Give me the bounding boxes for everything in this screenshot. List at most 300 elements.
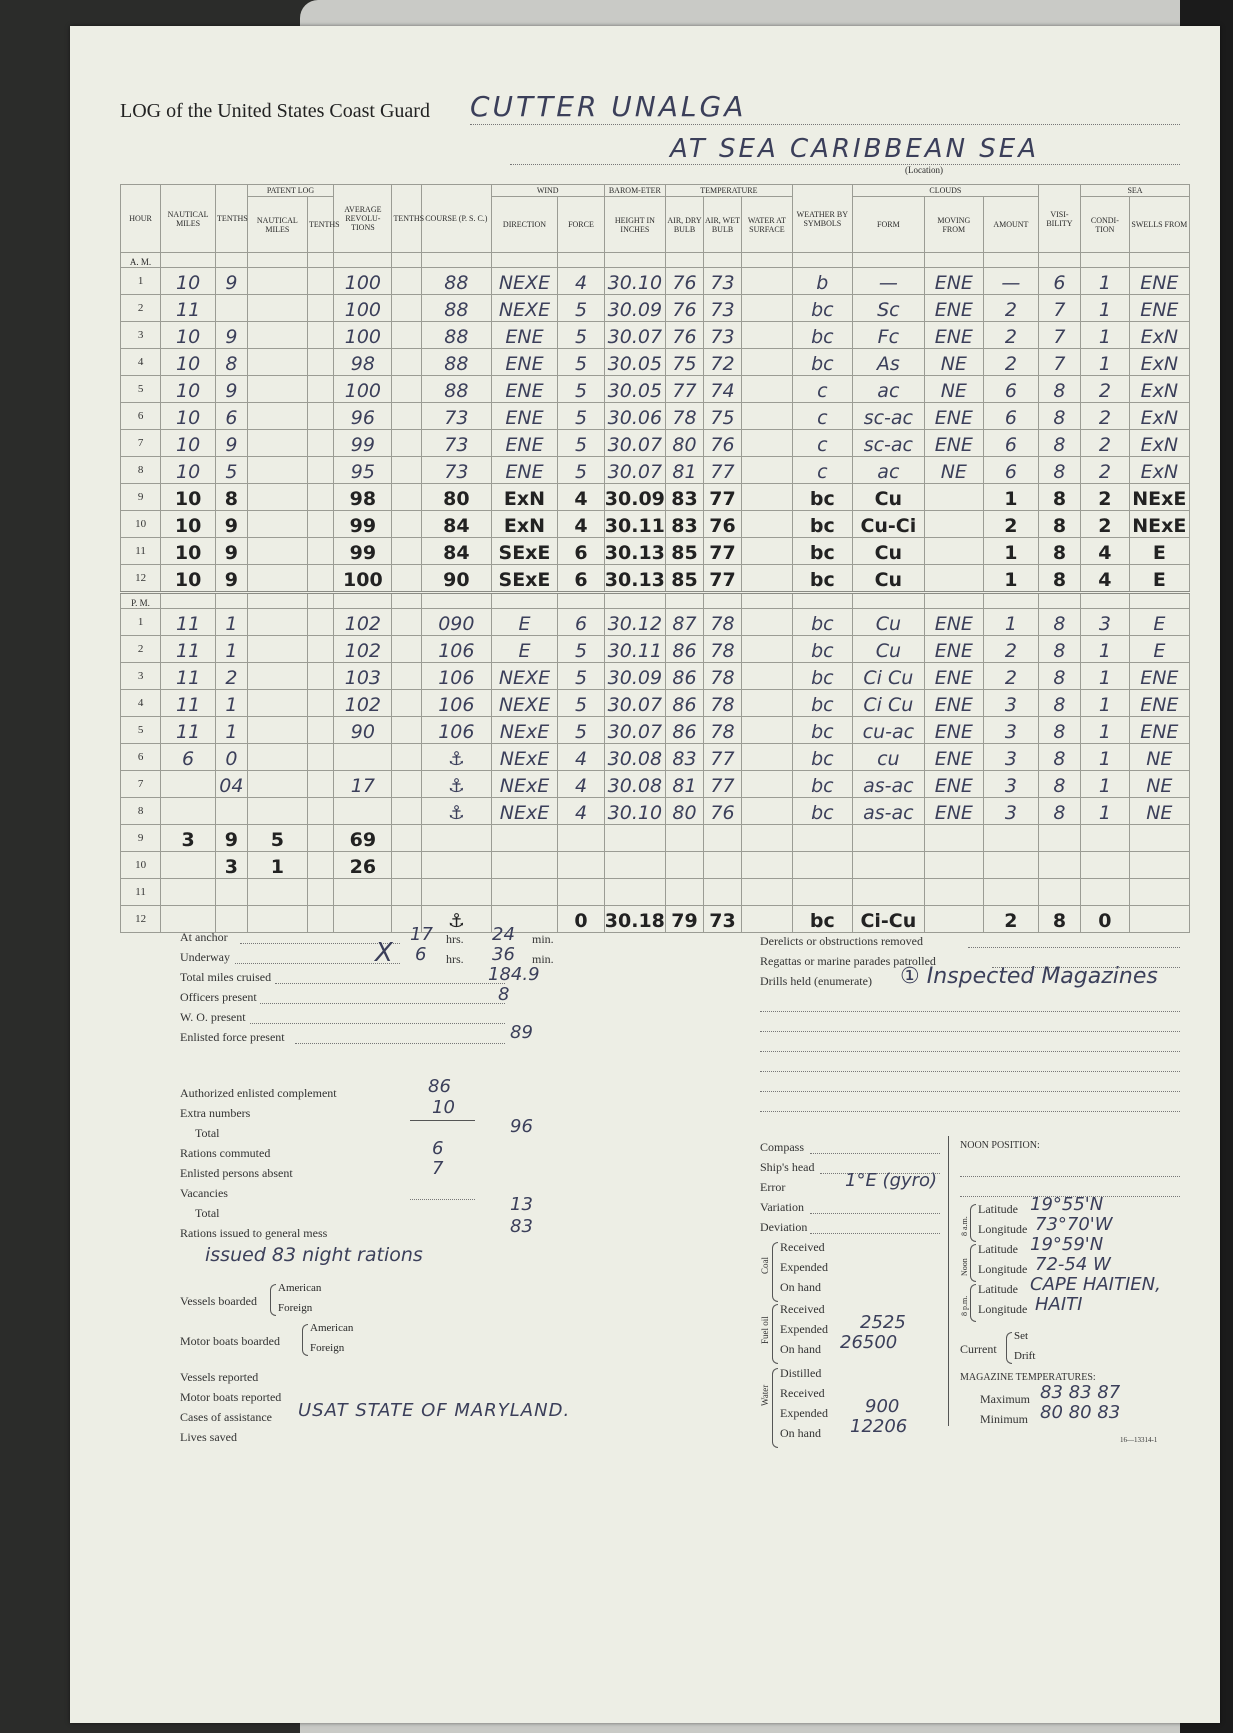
log-cell: 10 (161, 565, 216, 593)
log-cell: E (491, 636, 558, 663)
table-row (121, 295, 1190, 322)
empty-cell (558, 593, 604, 609)
col-wind-force: FORCE (558, 197, 604, 253)
log-cell: 4 (558, 771, 604, 798)
log-cell (742, 457, 793, 484)
log-cell: 76 (704, 511, 742, 538)
log-cell: 102 (334, 690, 392, 717)
log-cell (307, 771, 333, 798)
log-cell: bc (792, 295, 852, 322)
log-cell (307, 268, 333, 295)
log-cell: NE (1129, 771, 1189, 798)
rule (968, 947, 1180, 948)
log-cell: 8 (1038, 771, 1080, 798)
log-cell: NEXE (491, 663, 558, 690)
log-cell: 4 (1081, 538, 1130, 565)
log-cell: 4 (558, 511, 604, 538)
cases-value: USAT STATE OF MARYLAND. (298, 1400, 571, 1421)
log-cell (392, 457, 422, 484)
hour-cell: 7 (121, 771, 161, 798)
log-cell: ExN (1129, 349, 1189, 376)
log-cell (665, 825, 703, 852)
log-cell: 6 (216, 403, 248, 430)
log-cell (216, 295, 248, 322)
log-cell: NE (924, 349, 983, 376)
brace (270, 1284, 276, 1316)
log-cell (247, 403, 307, 430)
regattas-label: Regattas or marine parades patrolled (760, 954, 936, 968)
log-cell: 30.12 (604, 609, 665, 636)
log-cell: ENE (924, 403, 983, 430)
empty-cell (665, 593, 703, 609)
group-wind: WIND (491, 185, 604, 197)
log-cell (307, 565, 333, 593)
log-cell: 8 (1038, 690, 1080, 717)
compass-label: Compass (760, 1140, 805, 1154)
empty-cell (1038, 593, 1080, 609)
log-cell: 3 (161, 825, 216, 852)
log-cell: SExE (491, 538, 558, 565)
log-cell: 75 (665, 349, 703, 376)
title-rule (470, 124, 1180, 125)
log-cell: 3 (983, 744, 1038, 771)
log-cell: 88 (422, 268, 492, 295)
hour-cell: 3 (121, 322, 161, 349)
log-cell: ExN (491, 511, 558, 538)
log-cell (247, 636, 307, 663)
log-cell: 2 (1081, 457, 1130, 484)
log-cell: 2 (1081, 403, 1130, 430)
log-cell: 1 (1081, 268, 1130, 295)
log-cell: 6 (558, 609, 604, 636)
log-cell: 77 (704, 538, 742, 565)
log-cell: 2 (1081, 511, 1130, 538)
log-cell: E (491, 609, 558, 636)
log-cell: 77 (704, 744, 742, 771)
log-cell: c (792, 376, 852, 403)
col-sea-condition: CONDI-TION (1081, 197, 1130, 253)
coal-expended-label: Expended (780, 1260, 828, 1274)
log-cell: 80 (665, 798, 703, 825)
log-cell: 4 (558, 268, 604, 295)
log-cell (392, 852, 422, 879)
log-cell (392, 879, 422, 906)
officers-value: 8 (498, 984, 510, 1005)
vessels-boarded-label: Vessels boarded (180, 1294, 257, 1308)
log-cell (247, 565, 307, 593)
log-cell (1081, 825, 1130, 852)
log-cell: Sc (852, 295, 924, 322)
log-cell: bc (792, 484, 852, 511)
log-cell: 6 (983, 403, 1038, 430)
group-sea: SEA (1081, 185, 1190, 197)
log-cell: 6 (983, 376, 1038, 403)
total2-label: Total (195, 1206, 220, 1220)
table-row (121, 906, 1190, 933)
log-cell: 7 (1038, 349, 1080, 376)
log-cell: 2 (983, 663, 1038, 690)
log-cell: ENE (924, 798, 983, 825)
log-cell: ENE (1129, 717, 1189, 744)
table-row (121, 565, 1190, 593)
water-on-hand-value: 12206 (850, 1416, 908, 1437)
log-cell (247, 349, 307, 376)
log-cell: 8 (1038, 636, 1080, 663)
log-cell: 99 (334, 430, 392, 457)
log-cell: ENE (1129, 663, 1189, 690)
log-cell (742, 744, 793, 771)
log-cell: 77 (704, 771, 742, 798)
rations-issued-value: 83 (510, 1216, 533, 1237)
log-cell: 76 (665, 322, 703, 349)
log-cell (742, 322, 793, 349)
current-label: Current (960, 1342, 997, 1356)
log-cell (742, 349, 793, 376)
log-cell (307, 511, 333, 538)
log-cell: 3 (983, 717, 1038, 744)
log-cell (247, 295, 307, 322)
log-cell: 2 (983, 906, 1038, 933)
hour-cell: 8 (121, 457, 161, 484)
log-cell (307, 744, 333, 771)
log-cell: 5 (558, 403, 604, 430)
log-cell: 5 (558, 636, 604, 663)
log-cell: bc (792, 744, 852, 771)
log-cell: 6 (983, 430, 1038, 457)
log-cell (558, 825, 604, 852)
log-cell: 090 (422, 609, 492, 636)
log-cell: 78 (704, 609, 742, 636)
log-cell: Cu (852, 565, 924, 593)
hour-cell: 2 (121, 295, 161, 322)
log-cell: 8 (216, 349, 248, 376)
hour-cell: 10 (121, 511, 161, 538)
page-title: LOG of the United States Coast Guard (120, 100, 430, 122)
hour-cell: 3 (121, 663, 161, 690)
log-cell: 75 (704, 403, 742, 430)
log-cell: 86 (665, 717, 703, 744)
log-cell: 30.09 (604, 484, 665, 511)
log-cell (307, 636, 333, 663)
log-cell: NExE (1129, 484, 1189, 511)
log-cell (604, 879, 665, 906)
log-cell: 76 (704, 430, 742, 457)
brace-2 (970, 1284, 976, 1322)
log-cell: ac (852, 457, 924, 484)
table-row (121, 798, 1190, 825)
hour-cell: 9 (121, 484, 161, 511)
log-cell (307, 322, 333, 349)
table-row (121, 690, 1190, 717)
log-cell: 3 (1081, 609, 1130, 636)
log-cell: 86 (665, 690, 703, 717)
col-wind-direction: DIRECTION (491, 197, 558, 253)
log-cell: 81 (665, 771, 703, 798)
water-expended-value: 900 (865, 1396, 900, 1417)
log-cell: NExE (1129, 511, 1189, 538)
rule (760, 1071, 1180, 1072)
table-row (121, 771, 1190, 798)
hrs-label: hrs. (446, 932, 464, 946)
col-patent-miles: NAUTICAL MILES (247, 197, 307, 253)
empty-cell (491, 593, 558, 609)
log-cell: 99 (334, 538, 392, 565)
log-cell: 0 (1081, 906, 1130, 933)
rule (810, 1233, 940, 1234)
log-cell (247, 322, 307, 349)
log-cell: 9 (216, 511, 248, 538)
hour-cell: 4 (121, 349, 161, 376)
log-cell: 9 (216, 376, 248, 403)
log-cell: Fc (852, 322, 924, 349)
log-cell: 88 (422, 322, 492, 349)
log-cell: 9 (216, 538, 248, 565)
log-cell (924, 906, 983, 933)
log-cell: 1 (983, 609, 1038, 636)
log-cell: 102 (334, 609, 392, 636)
log-cell: 98 (334, 484, 392, 511)
log-cell (247, 609, 307, 636)
log-cell: 5 (558, 690, 604, 717)
log-cell: 73 (704, 268, 742, 295)
empty-cell (1129, 593, 1189, 609)
log-cell: ENE (1129, 268, 1189, 295)
log-cell: 10 (161, 268, 216, 295)
fuel-on-hand-label: On hand (780, 1342, 821, 1356)
drills-value: ① Inspected Magazines (900, 964, 1158, 989)
log-cell: 11 (161, 609, 216, 636)
log-cell: 4 (558, 744, 604, 771)
log-cell (307, 852, 333, 879)
log-cell: 73 (704, 906, 742, 933)
log-cell: 84 (422, 538, 492, 565)
log-cell (392, 430, 422, 457)
log-cell (247, 538, 307, 565)
min-label: min. (532, 932, 554, 946)
log-cell: NEXE (491, 295, 558, 322)
log-cell: 77 (665, 376, 703, 403)
log-cell (307, 663, 333, 690)
table-row (121, 636, 1190, 663)
log-cell: Ci Cu (852, 663, 924, 690)
log-cell: ENE (924, 663, 983, 690)
log-cell: 1 (983, 538, 1038, 565)
log-cell: 9 (216, 322, 248, 349)
col-cloud-form: FORM (852, 197, 924, 253)
empty-cell (704, 593, 742, 609)
coal-on-hand-label: On hand (780, 1280, 821, 1294)
form-number: 16—13314-1 (1120, 1436, 1158, 1444)
log-cell (742, 538, 793, 565)
log-cell (247, 430, 307, 457)
log-cell (742, 825, 793, 852)
log-cell: ExN (1129, 403, 1189, 430)
brace (772, 1242, 778, 1302)
log-cell: 98 (334, 349, 392, 376)
log-cell: 86 (665, 663, 703, 690)
log-cell: 5 (558, 717, 604, 744)
log-cell: 78 (704, 636, 742, 663)
longitude-value: HAITI (1035, 1294, 1083, 1315)
log-cell: ac (852, 376, 924, 403)
log-cell: 83 (665, 511, 703, 538)
log-cell (307, 798, 333, 825)
table-row (121, 663, 1190, 690)
log-cell: bc (792, 717, 852, 744)
hour-cell: 12 (121, 906, 161, 933)
error-value: 1°E (gyro) (845, 1170, 938, 1191)
log-cell (392, 717, 422, 744)
error-label: Error (760, 1180, 786, 1194)
log-cell (307, 403, 333, 430)
log-cell: 90 (334, 717, 392, 744)
hour-cell: 5 (121, 717, 161, 744)
log-cell: 5 (558, 430, 604, 457)
log-cell: as-ac (852, 771, 924, 798)
log-cell (247, 376, 307, 403)
col-hour: HOUR (121, 185, 161, 253)
rule (760, 1051, 1180, 1052)
rule (275, 983, 505, 984)
log-cell: 10 (161, 349, 216, 376)
hour-cell: 11 (121, 879, 161, 906)
col-water-temp: WATER AT SURFACE (742, 197, 793, 253)
log-cell (161, 879, 216, 906)
log-cell: 30.07 (604, 690, 665, 717)
log-cell: b (792, 268, 852, 295)
log-cell: NExE (491, 744, 558, 771)
log-cell: 76 (665, 295, 703, 322)
log-cell: ExN (1129, 322, 1189, 349)
rule (410, 1120, 475, 1121)
log-cell: 1 (216, 690, 248, 717)
log-cell: 11 (161, 636, 216, 663)
log-cell: 10 (161, 376, 216, 403)
position-time-label: 8 p.m. (960, 1295, 969, 1316)
log-cell (742, 636, 793, 663)
log-cell: 5 (247, 825, 307, 852)
log-cell (392, 322, 422, 349)
log-cell (742, 376, 793, 403)
log-cell (392, 376, 422, 403)
log-cell: ENE (924, 295, 983, 322)
col-nautical-miles: NAUTICAL MILES (161, 185, 216, 253)
log-cell: 1 (1081, 744, 1130, 771)
current-drift-label: Drift (1014, 1350, 1036, 1362)
log-cell (852, 825, 924, 852)
log-cell (392, 663, 422, 690)
log-cell: NE (1129, 798, 1189, 825)
empty-cell (792, 593, 852, 609)
log-cell (665, 879, 703, 906)
total1-value: 96 (510, 1116, 533, 1137)
log-cell: ENE (491, 349, 558, 376)
log-cell (161, 771, 216, 798)
log-cell: 1 (1081, 663, 1130, 690)
log-cell: 1 (216, 609, 248, 636)
log-cell: 10 (161, 322, 216, 349)
log-cell: 1 (1081, 636, 1130, 663)
pm-label: P. M. (121, 593, 161, 609)
log-cell: 100 (334, 268, 392, 295)
log-cell (161, 798, 216, 825)
group-clouds: CLOUDS (852, 185, 1038, 197)
log-cell (247, 879, 307, 906)
col-patent-tenths: TENTHS (307, 197, 333, 253)
log-cell: bc (792, 798, 852, 825)
log-cell: NExE (491, 771, 558, 798)
log-cell: 72 (704, 349, 742, 376)
log-cell: 04 (216, 771, 248, 798)
log-cell (392, 295, 422, 322)
log-cell: sc-ac (852, 430, 924, 457)
log-cell (247, 798, 307, 825)
col-rev-tenths: TENTHS (392, 185, 422, 253)
log-cell (161, 852, 216, 879)
log-cell: 77 (704, 484, 742, 511)
latitude-label: Latitude (978, 1242, 1018, 1256)
log-cell: 100 (334, 322, 392, 349)
log-cell (742, 771, 793, 798)
water-received-label: Received (780, 1386, 825, 1400)
log-cell: 5 (558, 663, 604, 690)
log-cell: 9 (216, 825, 248, 852)
table-row (121, 879, 1190, 906)
log-cell: 83 (665, 484, 703, 511)
log-cell: 5 (558, 349, 604, 376)
position-time-label: 8 a.m. (960, 1216, 969, 1236)
total2-value: 13 (510, 1194, 533, 1215)
log-cell: Cu (852, 484, 924, 511)
log-cell (422, 852, 492, 879)
log-cell: ExN (1129, 376, 1189, 403)
motor-boats-american: American (310, 1322, 354, 1334)
location: AT SEA CARIBBEAN SEA (670, 134, 1040, 164)
ships-head-label: Ship's head (760, 1160, 815, 1174)
log-cell: 88 (422, 295, 492, 322)
log-cell: 73 (704, 322, 742, 349)
log-cell: 17 (334, 771, 392, 798)
log-cell: 102 (334, 636, 392, 663)
log-cell: 0 (216, 744, 248, 771)
log-cell (247, 690, 307, 717)
empty-cell (604, 593, 665, 609)
col-cloud-amount: AMOUNT (983, 197, 1038, 253)
log-cell: ⚓ (422, 906, 492, 933)
longitude-value: 73°70'W (1035, 1214, 1113, 1235)
log-cell (852, 879, 924, 906)
log-cell: 30.07 (604, 457, 665, 484)
brace (772, 1304, 778, 1364)
col-wet-bulb: AIR, WET BULB (704, 197, 742, 253)
log-cell: bc (792, 565, 852, 593)
log-cell: 78 (704, 690, 742, 717)
underway-label: Underway (180, 950, 230, 964)
coal-received-label: Received (780, 1240, 825, 1254)
log-cell (1129, 906, 1189, 933)
log-cell (392, 403, 422, 430)
log-cell: 79 (665, 906, 703, 933)
latitude-value: 19°59'N (1030, 1234, 1104, 1255)
log-cell (924, 511, 983, 538)
log-cell: 30.13 (604, 565, 665, 593)
log-cell: 106 (422, 690, 492, 717)
authorized-label: Authorized enlisted complement (180, 1086, 337, 1100)
log-cell (1038, 852, 1080, 879)
motor-boats-boarded-label: Motor boats boarded (180, 1334, 280, 1348)
log-cell: 8 (1038, 538, 1080, 565)
log-cell (491, 879, 558, 906)
